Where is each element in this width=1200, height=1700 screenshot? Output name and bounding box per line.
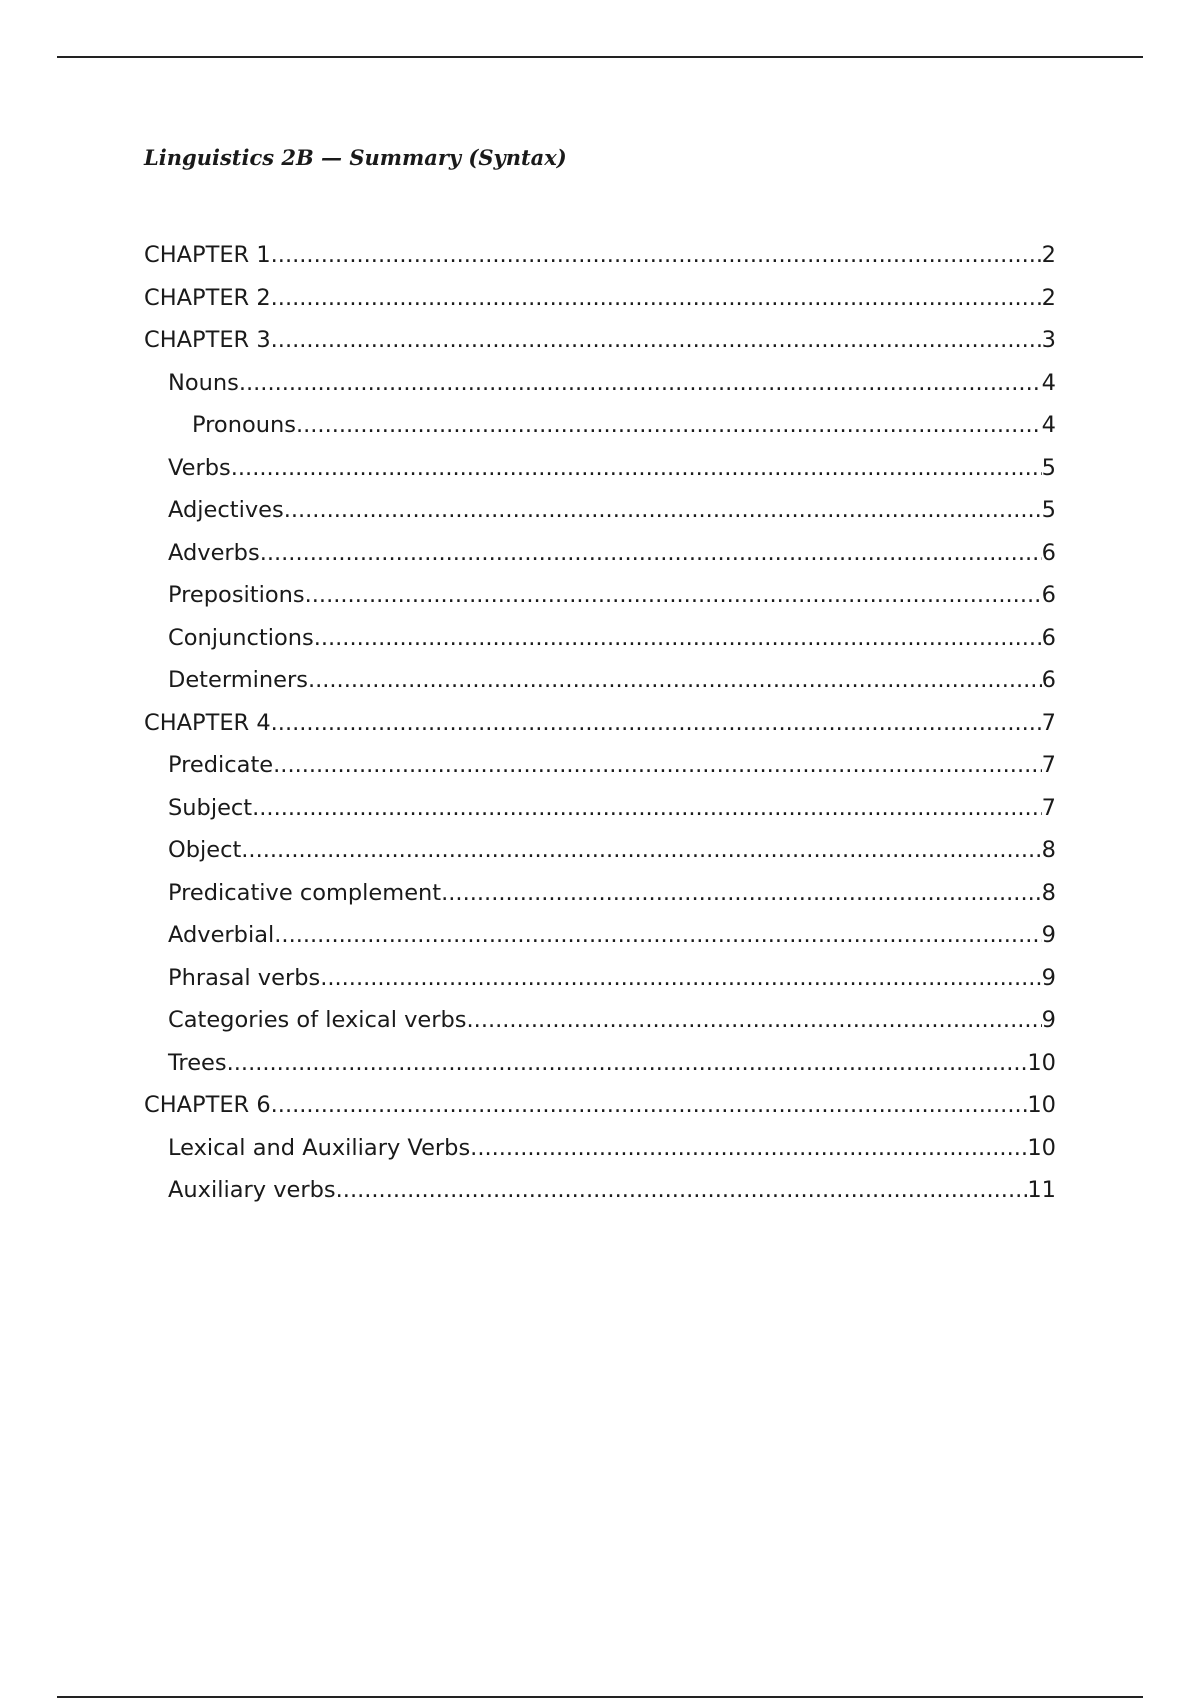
toc-entry-page-number: 7 (1041, 794, 1056, 821)
toc-entry-page-number: 2 (1041, 242, 1056, 268)
toc-entry[interactable] (144, 702, 1056, 745)
toc-entry-label: Categories of lexical verbs (168, 1007, 467, 1033)
toc-entry[interactable] (144, 787, 1056, 830)
toc-entry-label: CHAPTER 2 (144, 284, 271, 311)
toc-dot-leader (273, 744, 1042, 787)
toc-entry-page-number: 8 (1041, 879, 1056, 906)
toc-entry[interactable] (144, 1169, 1056, 1212)
toc-dot-leader (296, 404, 1042, 447)
toc-entry[interactable] (144, 872, 1056, 915)
header-rule (57, 56, 1143, 58)
toc-entry[interactable] (144, 574, 1056, 617)
toc-dot-leader (320, 957, 1041, 1000)
toc-dot-leader (470, 1127, 1027, 1170)
toc-dot-leader (271, 1084, 1028, 1127)
toc-dot-leader (239, 362, 1042, 405)
toc-entry-page-number: 10 (1027, 1049, 1056, 1076)
toc-entry-label: Nouns (168, 369, 239, 396)
toc-entry-label: Adjectives (168, 497, 284, 523)
toc-dot-leader (260, 532, 1042, 575)
toc-dot-leader (271, 277, 1042, 320)
toc-entry[interactable] (144, 532, 1056, 575)
toc-dot-leader (241, 829, 1041, 872)
toc-entry-label: Adverbial (168, 922, 275, 948)
toc-entry-page-number: 6 (1041, 667, 1056, 693)
toc-entry[interactable] (144, 1084, 1056, 1127)
toc-entry-page-number: 6 (1041, 539, 1056, 566)
toc-entry-page-number: 10 (1027, 1134, 1056, 1161)
footer-rule (57, 1696, 1143, 1698)
toc-entry-label: Auxiliary verbs (168, 1177, 336, 1203)
toc-entry-page-number: 5 (1041, 497, 1056, 523)
toc-entry-page-number: 4 (1041, 369, 1056, 396)
toc-dot-leader (467, 999, 1042, 1042)
toc-dot-leader (284, 489, 1042, 532)
toc-entry-label: Phrasal verbs (168, 964, 321, 991)
toc-entry-page-number: 10 (1027, 1092, 1056, 1118)
toc-dot-leader (227, 1042, 1028, 1085)
toc-entry-label: Object (168, 837, 242, 863)
toc-entry-label: CHAPTER 3 (144, 327, 271, 353)
toc-entry-label: Subject (168, 794, 253, 821)
toc-entry[interactable] (144, 277, 1056, 320)
toc-entry-label: Lexical and Auxiliary Verbs (168, 1134, 471, 1161)
toc-entry[interactable] (144, 829, 1056, 872)
toc-entry[interactable] (144, 404, 1056, 447)
toc-entry[interactable] (144, 617, 1056, 660)
toc-entry[interactable] (144, 447, 1056, 490)
toc-entry-label: Trees (168, 1049, 227, 1076)
toc-dot-leader (252, 787, 1042, 830)
toc-entry-page-number: 9 (1041, 1007, 1056, 1033)
table-of-contents (144, 234, 1056, 1212)
toc-entry-label: CHAPTER 4 (144, 709, 271, 736)
toc-entry-page-number: 6 (1041, 582, 1056, 608)
toc-dot-leader (231, 447, 1042, 490)
toc-entry-label: Verbs (168, 454, 231, 481)
toc-dot-leader (271, 234, 1042, 277)
toc-entry-label: Conjunctions (168, 624, 314, 651)
toc-entry-label: Predicative complement (168, 879, 442, 906)
toc-entry[interactable] (144, 489, 1056, 532)
toc-entry[interactable] (144, 234, 1056, 277)
toc-dot-leader (271, 319, 1042, 362)
toc-entry[interactable] (144, 1042, 1056, 1085)
toc-entry-page-number: 9 (1041, 964, 1056, 991)
toc-entry[interactable] (144, 999, 1056, 1042)
toc-dot-leader (274, 914, 1041, 957)
toc-dot-leader (441, 872, 1042, 915)
toc-dot-leader (314, 617, 1042, 660)
toc-entry[interactable] (144, 914, 1056, 957)
toc-entry-page-number: 8 (1041, 837, 1056, 863)
toc-entry-page-number: 11 (1027, 1177, 1056, 1203)
toc-entry-page-number: 2 (1041, 284, 1056, 311)
toc-entry[interactable] (144, 362, 1056, 405)
toc-entry-page-number: 4 (1041, 412, 1056, 438)
toc-entry-label: CHAPTER 1 (144, 242, 271, 268)
toc-entry[interactable] (144, 1127, 1056, 1170)
toc-entry-label: Pronouns (192, 412, 296, 438)
toc-entry-page-number: 3 (1041, 327, 1056, 353)
toc-entry[interactable] (144, 744, 1056, 787)
toc-entry-page-number: 7 (1041, 709, 1056, 736)
toc-entry-page-number: 6 (1041, 624, 1056, 651)
toc-entry-label: Predicate (168, 752, 274, 778)
toc-entry-page-number: 5 (1041, 454, 1056, 481)
toc-dot-leader (305, 574, 1042, 617)
toc-entry[interactable] (144, 659, 1056, 702)
toc-entry-label: CHAPTER 6 (144, 1092, 271, 1118)
toc-dot-leader (308, 659, 1042, 702)
toc-dot-leader (271, 702, 1042, 745)
toc-entry-label: Adverbs (168, 539, 260, 566)
toc-entry[interactable] (144, 319, 1056, 362)
toc-entry-page-number: 7 (1041, 752, 1056, 778)
toc-entry-label: Prepositions (168, 582, 305, 608)
toc-entry-label: Determiners (168, 667, 308, 693)
toc-dot-leader (336, 1169, 1028, 1212)
toc-entry-page-number: 9 (1041, 922, 1056, 948)
toc-entry[interactable] (144, 957, 1056, 1000)
document-title: Linguistics 2B — Summary (Syntax) (144, 145, 567, 170)
